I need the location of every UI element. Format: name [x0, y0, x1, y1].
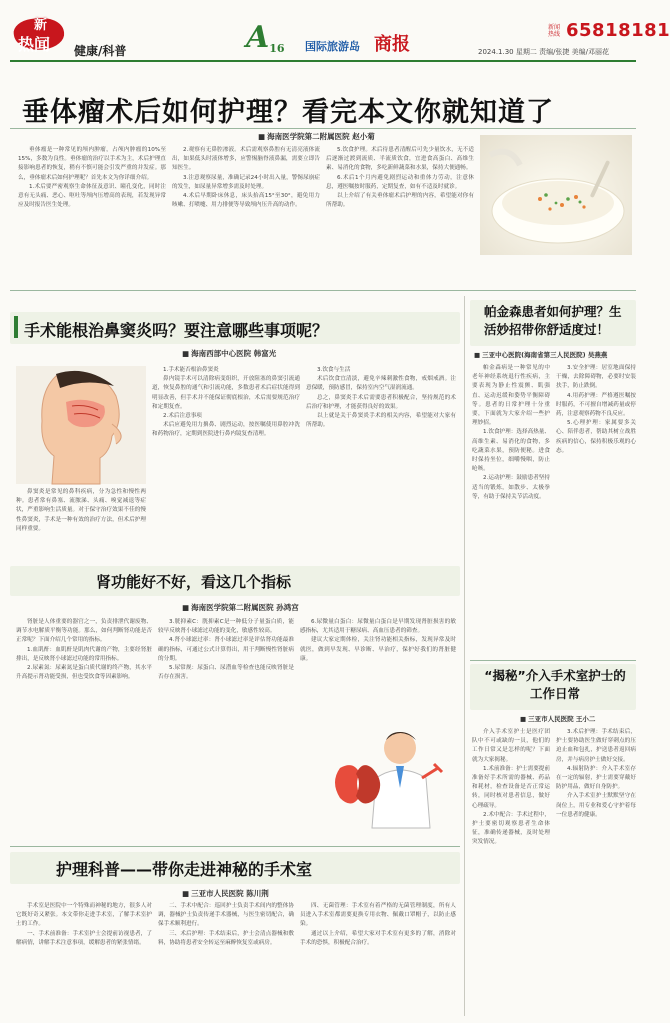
- paper-logo: 商报: [374, 34, 410, 55]
- article3-byline: ■ 三亚中心医院(海南省第三人民医院) 吴燕燕: [474, 350, 607, 359]
- article2-col3: 3.饮食与生活 术后饮食宜清淡，避免辛辣刺激性食物，戒烟戒酒。注意保暖，预防感冒，保持室内空气湿润流通。 总之，鼻窦炎手术后需要患者积极配合，坚持规范的术后治疗和护理，才能获得良好的效果。 以上就是关于鼻窦炎手术的相关内容，希望能对大家有所帮助。: [306, 367, 456, 429]
- article3-title: 帕金森患者如何护理？生活妙招带你舒适度过！: [484, 304, 622, 337]
- nose-anatomy-illustration: [16, 366, 146, 484]
- porridge-bowl-image: [480, 135, 632, 255]
- article6-byline: ■ 三亚市人民医院 陈川荆: [182, 888, 269, 899]
- article6-col2: 二、手术中配合：巡回护士负责手术间内的整体协调，器械护士负责传递手术器械，与医生密切配合，确保手术顺利进行。 三、术后护理：手术结束后，护士会清点器械和敷料，协助将患者安全转运至麻醉恢复室或病房。: [158, 903, 294, 946]
- page-header: [0, 0, 670, 62]
- divider: [10, 846, 460, 847]
- article4-title: 肾功能好不好，看这几个指标: [96, 573, 292, 591]
- divider: [10, 290, 636, 291]
- article1-byline: ■ 海南医学院第二附属医院 赵小菊: [258, 131, 375, 142]
- kidney-doctor-illustration: [330, 718, 446, 828]
- article4-col2: 3.胱抑素C：胱抑素C是一种低分子量蛋白质，能较早反映肾小球滤过功能的变化，敏感性较高。 4.肾小球滤过率：肾小球滤过率是评估肾功能最准确的指标，可通过公式计算得出，用于判断慢性肾脏病的分期。 5.尿常规：尿蛋白、尿潜血等检查也能反映肾脏是否存在损害。: [158, 619, 294, 681]
- article1-col3: 5.饮食护理。术后待患者清醒后可先少量饮水，无不适后逐渐过渡到流质、半流质饮食，宜进食高蛋白、高维生素、易消化的食物，多吃新鲜蔬菜和水果，保持大便通畅。 6.术后1个月内避免剧烈运动和重体力劳动，注意休息，遵医嘱按时服药，定期复查，如有不适及时就诊。 以上介绍了有关垂体瘤术后护理的内容，希望能对你有所帮助。: [326, 147, 474, 209]
- article2-col1: 鼻窦炎是常见的鼻科疾病，分为急性和慢性两种。患者常有鼻塞、流脓涕、头痛、嗅觉减退等症状，严重影响生活质量。对于保守治疗效果不佳的慢性鼻窦炎，手术是一种有效的治疗方法，但术后护理同样重要。: [16, 489, 146, 532]
- article6-col3: 四、无菌管理：手术室有着严格的无菌管理制度，所有人员进入手术室都需要更换专用衣物、佩戴口罩帽子，以防止感染。 通过以上介绍，希望大家对手术室有更多的了解，消除对手术的恐惧，积极配合治疗。: [300, 903, 456, 946]
- article5-col2: 3.术后护理：手术结束后，护士要协助医生做好穿刺点的压迫止血和包扎，护送患者返回病房，并与病房护士做好交接。 4.辐射防护：介入手术室存在一定的辐射，护士需要穿戴好防护用品，做好自身防护。 介入手术室护士默默坚守在岗位上，用专业和爱心守护着每一位患者的健康。: [556, 729, 636, 818]
- article2-byline: ■ 海南西部中心医院 韩富光: [182, 348, 276, 359]
- header-divider: [10, 60, 636, 62]
- article4-col3: 6.尿微量白蛋白：尿微量白蛋白是早期发现肾脏损害的敏感指标，尤其适用于糖尿病、高血压患者的筛查。 建议大家定期体检，关注肾功能相关指标，发现异常及时就医，做到早发现、早诊断、早治疗，保护好我们的肾脏健康。: [300, 619, 456, 662]
- article2-title: 手术能根治鼻窦炎吗？要注意哪些事项呢？: [24, 321, 329, 340]
- date-editor-line: 2024.1.30 星期二 责编/张捷 美编/邓丽花: [478, 48, 610, 56]
- article4-col1: 肾脏是人体重要的器官之一，负责排泄代谢废物、调节水电解质平衡等功能。那么，如何判断肾功能是否正常呢？下面介绍几个常用的指标。 1.血肌酐：血肌酐是肌肉代谢的产物，主要经肾脏排出，是反映肾小球滤过功能的常用指标。 2.尿素氮：尿素氮是蛋白质代谢的终产物，其水平升高提示肾功能受损，但也受饮食等因素影响。: [16, 619, 152, 681]
- page-number: A16: [246, 20, 285, 55]
- section-label: 健康/科普: [74, 44, 127, 58]
- section-badge-logo: 新 热闻: [14, 12, 70, 56]
- divider: [10, 128, 636, 129]
- article1-col1: 垂体瘤是一种常见的颅内肿瘤，占颅内肿瘤的10%至15%，多数为良性。垂体瘤的治疗以手术为主，术后护理直接影响患者的恢复，稍有不慎可能会引发严重的并发症。那么，垂体瘤术后如何护理呢？首先本文为你详细介绍。 1.术后要严密观察生命体征及意识、瞳孔变化，同时注意有无头痛、恶心、呕吐等颅内压增高的表现，若发现异常应及时报告医生处理。: [18, 147, 166, 209]
- article5-byline: ■ 三亚市人民医院 王小二: [520, 714, 595, 723]
- divider: [470, 660, 636, 661]
- title-accent-bar: [14, 316, 18, 338]
- hotline-number: 65818181: [566, 20, 670, 41]
- article6-col1: 手术室是医院中一个特殊而神秘的地方，很多人对它既好奇又紧张。本文带你走进手术室，了解手术室护士的工作。 一、手术前准备：手术室护士会提前访视患者，了解病情，讲解手术注意事项，缓解患者的紧张情绪。: [16, 903, 152, 946]
- hotline-label: 新闻热线: [548, 24, 561, 38]
- article1-title: 垂体瘤术后如何护理？看完本文你就知道了: [22, 97, 554, 128]
- article3-col2: 3.安全护理：居室地面保持干燥，去除障碍物，必要时安装扶手，防止跌倒。 4.用药护理：严格遵医嘱按时服药，不可擅自增减药量或停药，注意观察药物不良反应。 5.心理护理：家属要多关心、陪伴患者，帮助其树立战胜疾病的信心，保持积极乐观的心态。: [556, 365, 636, 454]
- article2-col2: 1.手术能否根治鼻窦炎 鼻内镜手术可以清除病变组织，开放阻塞的鼻窦引流通道，恢复鼻腔的通气和引流功能，多数患者术后症状能得到明显改善，但手术并不能保证彻底根治，术后需要规范治疗和定期复查。 2.术后注意事项 术后应避免用力擤鼻、剧烈运动，按医嘱使用鼻腔冲洗和药物治疗，定期到医院进行鼻内镜复查清理。: [152, 367, 300, 438]
- paper-name: 国际旅游岛: [305, 40, 360, 53]
- article4-byline: ■ 海南医学院第二附属医院 孙鸿宫: [182, 602, 299, 613]
- article6-title: 护理科普——带你走进神秘的手术室: [56, 860, 313, 879]
- column-divider: [464, 296, 465, 1016]
- article3-col1: 帕金森病是一种常见的中老年神经系统退行性疾病，主要表现为静止性震颤、肌强直、运动迟缓和姿势平衡障碍等。患者的日常护理十分重要，下面就为大家介绍一些护理妙招。 1.饮食护理：选择高热量、高维生素、易消化的食物，多吃蔬菜水果，预防便秘。进食时保持坐位，细嚼慢咽，防止呛咳。 2.运动护理：鼓励患者坚持适当的锻炼，如散步、太极拳等，有助于保持关节活动度。: [472, 365, 550, 500]
- article5-title: “揭秘”介入手术室护士的工作日常: [484, 668, 626, 701]
- article1-col2: 2.观察有无鼻腔渗液。术后需观察鼻腔有无清亮液体流出，如果低头时液体增多，应警惕脑脊液鼻漏，需要立即告知医生。 3.注意观察尿量，准确记录24小时出入量，警惕尿崩症的发生，如尿量异常增多需及时处理。 4.术后早期卧床休息，床头抬高15°至30°，避免用力咳嗽、打喷嚏、用力排便等导致颅内压升高的动作。: [172, 147, 320, 209]
- article5-col1: 介入手术室护士是医疗团队中不可或缺的一员，他们的工作日常又是怎样的呢？下面就为大家揭秘。 1.术前准备：护士需要提前准备好手术所需的器械、药品和耗材，检查设备是否正常运转，同时核对患者信息，做好心理疏导。 2.术中配合：手术过程中，护士要密切观察患者生命体征，准确传递器械，及时处理突发情况。: [472, 729, 550, 846]
